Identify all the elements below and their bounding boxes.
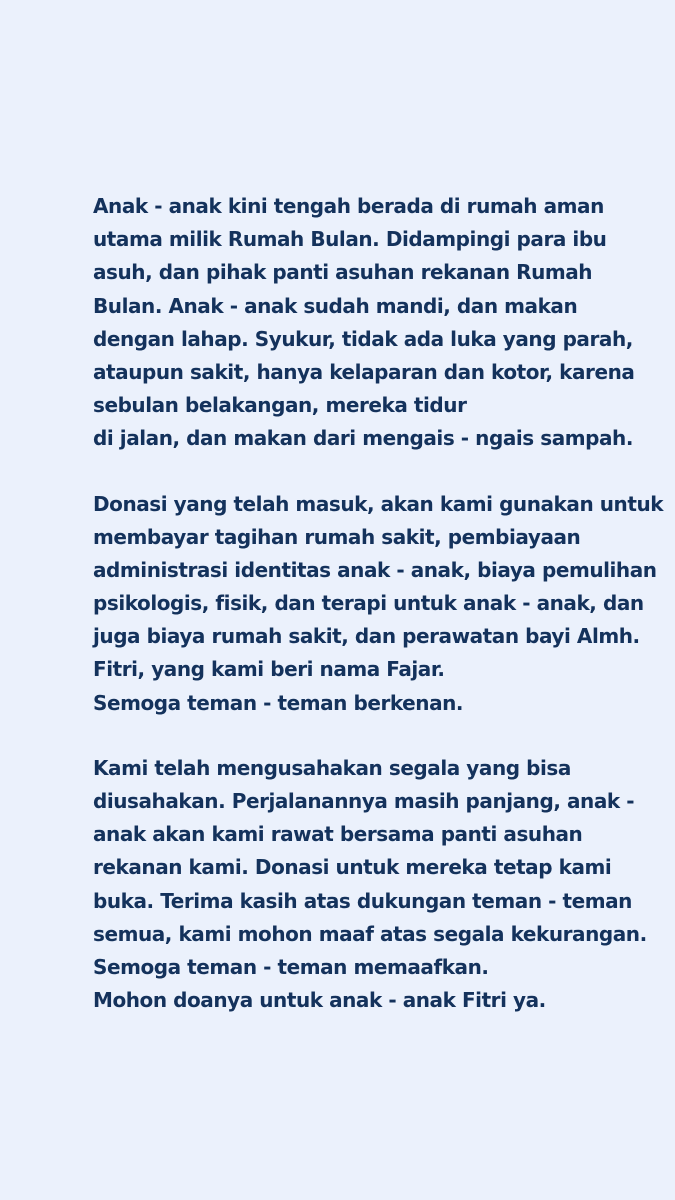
- text-line: anak akan kami rawat bersama panti asuhan: [93, 822, 583, 847]
- text-line: Bulan. Anak - anak sudah mandi, dan makan: [93, 293, 578, 318]
- text-line: Donasi yang telah masuk, akan kami gunakan untuk: [93, 491, 664, 516]
- text-line: Semoga teman - teman berkenan.: [93, 690, 464, 715]
- text-line: sebulan belakangan, mereka tidur: [93, 393, 467, 418]
- text-line: Anak - anak kini tengah berada di rumah aman: [93, 194, 604, 218]
- text-line: dengan lahap. Syukur, tidak ada luka yang parah,: [93, 326, 633, 351]
- text-line: juga biaya rumah sakit, dan perawatan bayi Almh.: [93, 624, 640, 649]
- text-line: Kami telah mengusahakan segala yang bisa: [93, 755, 571, 780]
- text-line: rekanan kami. Donasi untuk mereka tetap kami: [93, 855, 612, 880]
- text-line: buka. Terima kasih atas dukungan teman - teman: [93, 888, 632, 913]
- text-line: administrasi identitas anak - anak, biaya pemulihan: [93, 557, 657, 582]
- text-line: semua, kami mohon maaf atas segala kekurangan.: [93, 921, 647, 946]
- text-line: Fitri, yang kami beri nama Fajar.: [93, 657, 445, 682]
- text-line: asuh, dan pihak panti asuhan rekanan Rumah: [93, 260, 593, 285]
- paragraph-status: [93, 190, 653, 456]
- text-line: diusahakan. Perjalanannya masih panjang, anak -: [93, 789, 635, 813]
- text-line: membayar tagihan rumah sakit, pembiayaan: [93, 524, 581, 549]
- text-line: Semoga teman - teman memaafkan.: [93, 954, 489, 979]
- text-line: utama milik Rumah Bulan. Didampingi para ibu: [93, 227, 607, 252]
- text-line: Mohon doanya untuk anak - anak Fitri ya.: [93, 988, 546, 1013]
- text-line: ataupun sakit, hanya kelaparan dan kotor, karena: [93, 359, 635, 384]
- message-body: [93, 190, 664, 1049]
- text-line: di jalan, dan makan dari mengais - ngais sampah.: [93, 426, 633, 451]
- text-line: psikologis, fisik, dan terapi untuk anak - anak, dan: [93, 591, 644, 616]
- paragraph-closing: [93, 752, 653, 1018]
- paragraph-donation-usage: [93, 488, 664, 720]
